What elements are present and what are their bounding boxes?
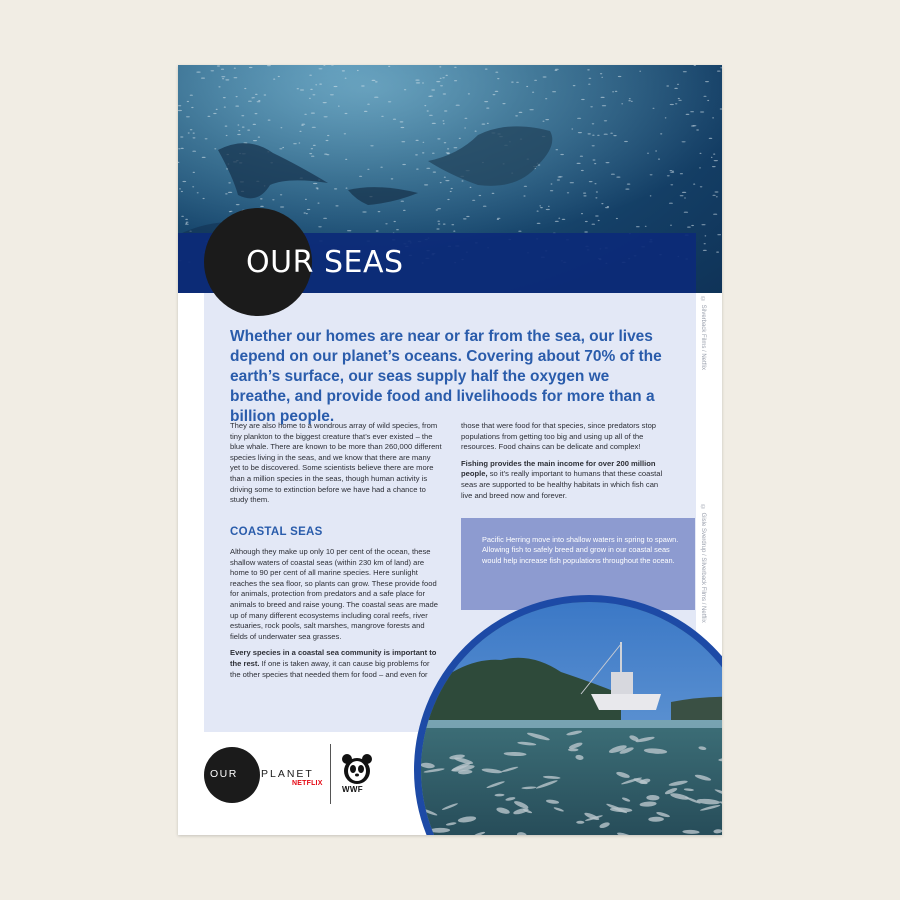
body-paragraph: They are also home to a wondrous array of wild species, from tiny plankton to the biggest creature that’s ever existed – the blue whale. There are known to be more than 260,000 different species living in the seas, and we know that there are many yet to be discovered. Some scientists believe there are more than a million species in the seas, though human activity is driving some to extinction before we have had a chance to study them. bbox=[230, 421, 442, 505]
photo-caption: Pacific Herring move into shallow waters in spring to spawn. Allowing fish to safely breed and grow in our coastal seas would help increase fish populations throughout the ocean. bbox=[482, 535, 679, 565]
body-column-right bbox=[461, 421, 671, 507]
body-paragraph: Fishing provides the main income for over 200 million people, so it’s really important to humans that these coastal seas are supported to be healthy habitats in which fish can live and breed now and forever. bbox=[461, 458, 663, 500]
section-heading-coastal-seas: COASTAL SEAS bbox=[230, 526, 323, 538]
title-part-our: OUR bbox=[246, 245, 314, 280]
bold-lead-in: Fishing provides the main income for over 200 million people, bbox=[461, 458, 656, 479]
body-paragraph: those that were food for that species, since predators stop populations from getting too big and using up all of the resources. Food chains can be delicate and complex! bbox=[461, 421, 657, 452]
body-column-left bbox=[230, 421, 442, 512]
photo-credit-hero: © Silverback Films / Netflix bbox=[700, 297, 706, 371]
logo-our-text: OUR bbox=[210, 768, 238, 780]
body-paragraph: Every species in a coastal sea community is important to the rest. If one is taken away, it can cause big problems for the other species that needed them for food – and even for bbox=[230, 648, 437, 679]
bold-lead-in: Every species in a coastal sea community is important to the rest. bbox=[230, 648, 437, 668]
wwf-logo-text: WWF bbox=[342, 785, 363, 794]
lead-paragraph: Whether our homes are near or far from the sea, our lives depend on our planet’s oceans. Covering about 70% of the earth’s surface, our seas supply half the oxygen we breathe, and provide food and livelihoods for more than a billion people. bbox=[230, 328, 662, 425]
netflix-logo: NETFLIX bbox=[292, 780, 323, 787]
page-title bbox=[246, 245, 404, 280]
footer-divider bbox=[330, 744, 331, 804]
photo-credit-herring: © Gisle Sverdrup / Silverback Films / Netflix bbox=[700, 505, 706, 623]
logo-planet-text: PLANET bbox=[261, 768, 314, 780]
title-part-seas: SEAS bbox=[323, 245, 404, 280]
body-paragraph: Although they make up only 10 per cent of the ocean, these shallow waters of coastal seas (within 230 km of land) are home to 90 per cent of all marine species. Here sunlight reaches the sea floor, so plants can grow. These provide food for animals, protection from predators and a safe place for animals to breed and raise young. The coastal seas are made up of many different ecosystems including coral reefs, river estuaries, rock pools, salt marshes, mangrove forests and fields of underwater sea grasses. bbox=[230, 547, 438, 641]
coastal-seas-body bbox=[230, 547, 442, 686]
factsheet-page bbox=[178, 65, 722, 835]
